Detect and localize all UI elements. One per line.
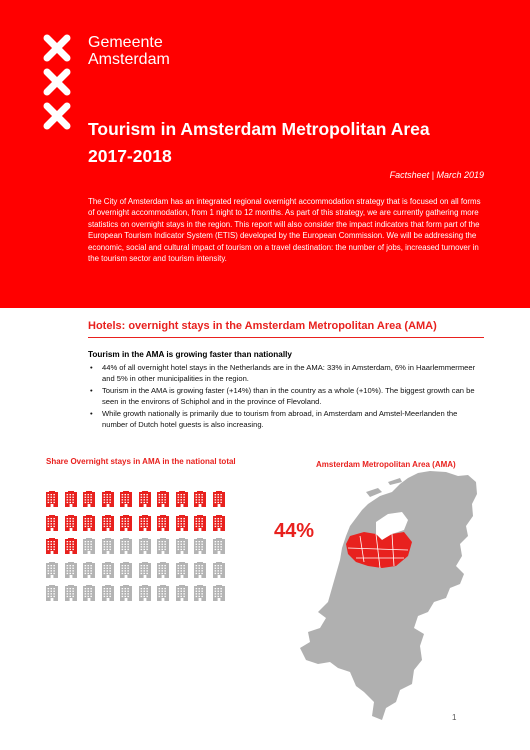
hotel-building-icon [157,538,169,554]
hotel-building-icon [120,562,132,578]
bullet-list [88,362,484,430]
hotel-building-icon [194,515,206,531]
hotel-building-icon [65,562,77,578]
hotel-building-icon [139,491,151,507]
city-cross-icon [42,67,72,97]
city-cross-icon [42,101,72,131]
hotel-building-icon [194,585,206,601]
hotel-building-icon [213,562,225,578]
intro-paragraph: The City of Amsterdam has an integrated regional overnight accommodation strategy that is focused on all forms of overnight accommodation, from 1 night to 12 months. As part of this strategy, we are currently gathering more statistics on overnight stays in the region. This report will also consider the impact indicators that form part of the European Tourism Indicator System (ETIS) developed by the European Commission. We will be addressing the economic, social and cultural impact of tourism on a travel destination: the number of jobs, increased turnover in the tourism sector and tourism intensity. [88,197,481,264]
netherlands-land [300,471,477,720]
hotel-building-icon [194,538,206,554]
hotel-building-icon [102,515,114,531]
hotel-building-icon [157,515,169,531]
page-title [88,116,430,170]
hotel-building-icon [120,585,132,601]
page-number: 1 [452,713,457,722]
hotel-building-icon [120,538,132,554]
hotel-building-icon [120,491,132,507]
hotel-building-icon [65,538,77,554]
hotel-building-icon [176,538,188,554]
header-banner [0,0,530,308]
hotel-building-icon [213,585,225,601]
hotel-building-icon [65,515,77,531]
hotel-building-icon [157,585,169,601]
hotel-building-icon [46,515,58,531]
hotel-building-icon [176,515,188,531]
hotel-building-icon [65,491,77,507]
hotel-icon-grid [46,491,246,606]
hotel-building-icon [139,562,151,578]
netherlands-map [296,470,482,722]
hotel-building-icon [176,491,188,507]
hotel-building-icon [157,562,169,578]
hotel-building-icon [139,515,151,531]
hotel-building-icon [213,491,225,507]
bullet-item: • 44% of all overnight hotel stays in the Netherlands are in the AMA: 33% in Amsterdam, 6% in Haarlemmermeer and 5% in other municipalities in the region. [88,362,484,385]
hotel-building-icon [83,491,95,507]
hotel-building-icon [157,491,169,507]
brand-line-1: Gemeente [88,34,163,51]
hotel-building-icon [194,491,206,507]
hotel-building-icon [46,562,58,578]
title-line-2: 2017-2018 [88,146,172,166]
brand-line-2: Amsterdam [88,51,170,68]
city-cross-icon [42,33,72,63]
section-subheading: Tourism in the AMA is growing faster than nationally [88,350,292,359]
section-divider [88,337,484,338]
hotel-building-icon [83,515,95,531]
bullet-item: • While growth nationally is primarily due to tourism from abroad, in Amsterdam and Amstel-Meerlanden the number of Dutch hotel guests is also increasing. [88,408,484,431]
hotel-building-icon [46,491,58,507]
map-caption: Amsterdam Metropolitan Area (AMA) [316,460,456,469]
brand-name [88,34,170,68]
section-heading: Hotels: overnight stays in the Amsterdam Metropolitan Area (AMA) [88,320,437,332]
hotel-building-icon [102,491,114,507]
hotel-building-icon [194,562,206,578]
hotel-building-icon [213,538,225,554]
hotel-building-icon [83,538,95,554]
share-percentage: 44% [274,520,315,542]
wadden-island [366,488,382,497]
hotel-building-icon [120,515,132,531]
hotel-building-icon [213,515,225,531]
hotel-building-icon [102,562,114,578]
hotel-building-icon [65,585,77,601]
share-caption: Share Overnight stays in AMA in the national total [46,457,236,466]
hotel-building-icon [176,585,188,601]
hotel-building-icon [139,538,151,554]
hotel-building-icon [102,585,114,601]
hotel-building-icon [102,538,114,554]
hotel-building-icon [83,562,95,578]
bullet-item: • Tourism in the AMA is growing faster (+14%) than in the country as a whole (+10%). The biggest growth can be seen in the environs of Schiphol and in the province of Flevoland. [88,385,484,408]
hotel-building-icon [139,585,151,601]
factsheet-date: Factsheet | March 2019 [389,170,484,180]
wadden-island [388,478,402,485]
hotel-building-icon [46,538,58,554]
hotel-building-icon [46,585,58,601]
title-line-1: Tourism in Amsterdam Metropolitan Area [88,119,430,139]
hotel-building-icon [83,585,95,601]
hotel-building-icon [176,562,188,578]
